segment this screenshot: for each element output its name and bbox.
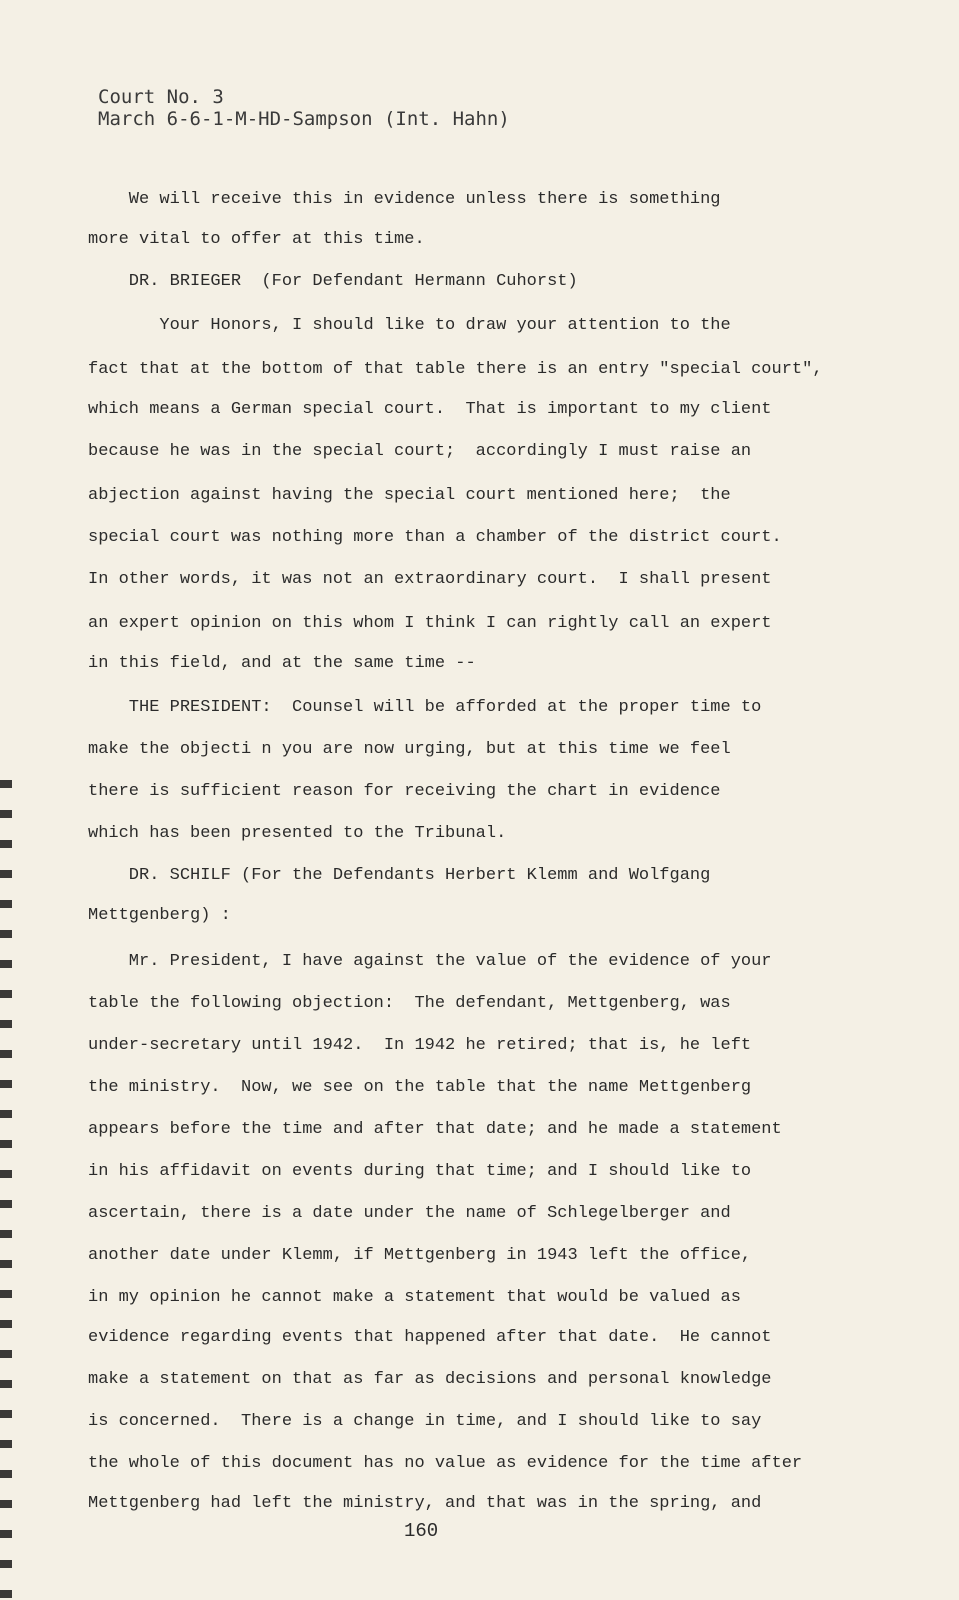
binding-edge bbox=[0, 780, 12, 1600]
transcript-line: the ministry. Now, we see on the table that the name Mettgenberg bbox=[88, 1078, 752, 1097]
transcript-line: table the following objection: The defendant, Mettgenberg, was bbox=[88, 994, 731, 1013]
document-header bbox=[98, 86, 510, 130]
transcript-line: We will receive this in evidence unless there is something bbox=[88, 190, 721, 209]
transcript-line: which means a German special court. That is important to my client bbox=[88, 400, 772, 419]
transcript-line: because he was in the special court; accordingly I must raise an bbox=[88, 442, 752, 461]
transcript-line: In other words, it was not an extraordinary court. I shall present bbox=[88, 570, 772, 589]
transcript-line: Your Honors, I should like to draw your attention to the bbox=[88, 316, 731, 335]
transcript-line: in his affidavit on events during that time; and I should like to bbox=[88, 1162, 752, 1181]
court-number: Court No. 3 bbox=[98, 86, 224, 108]
transcript-line: an expert opinion on this whom I think I can rightly call an expert bbox=[88, 614, 772, 633]
transcript-line: ascertain, there is a date under the name of Schlegelberger and bbox=[88, 1204, 731, 1223]
session-reference: March 6-6-1-M-HD-Sampson (Int. Hahn) bbox=[98, 108, 510, 130]
transcript-line: in my opinion he cannot make a statement that would be valued as bbox=[88, 1288, 741, 1307]
transcript-line: more vital to offer at this time. bbox=[88, 230, 425, 249]
transcript-line: Mettgenberg) : bbox=[88, 906, 231, 925]
transcript-line: make the objecti n you are now urging, but at this time we feel bbox=[88, 740, 731, 759]
transcript-line: Mr. President, I have against the value of the evidence of your bbox=[88, 952, 772, 971]
transcript-line: under-secretary until 1942. In 1942 he retired; that is, he left bbox=[88, 1036, 752, 1055]
transcript-line: abjection against having the special court mentioned here; the bbox=[88, 486, 731, 505]
transcript-line: another date under Klemm, if Mettgenberg in 1943 left the office, bbox=[88, 1246, 752, 1265]
transcript-line: there is sufficient reason for receiving the chart in evidence bbox=[88, 782, 721, 801]
transcript-line: special court was nothing more than a chamber of the district court. bbox=[88, 528, 782, 547]
transcript-line: DR. SCHILF (For the Defendants Herbert Klemm and Wolfgang bbox=[88, 866, 711, 885]
transcript-line: Mettgenberg had left the ministry, and that was in the spring, and bbox=[88, 1494, 762, 1513]
transcript-line: DR. BRIEGER (For Defendant Hermann Cuhorst) bbox=[88, 272, 578, 291]
transcript-line: is concerned. There is a change in time, and I should like to say bbox=[88, 1412, 762, 1431]
transcript-line: THE PRESIDENT: Counsel will be afforded at the proper time to bbox=[88, 698, 762, 717]
transcript-line: which has been presented to the Tribunal. bbox=[88, 824, 507, 843]
transcript-line: appears before the time and after that date; and he made a statement bbox=[88, 1120, 782, 1139]
transcript-line: the whole of this document has no value as evidence for the time after bbox=[88, 1454, 803, 1473]
transcript-line: fact that at the bottom of that table there is an entry "special court", bbox=[88, 360, 823, 379]
page-number: 160 bbox=[404, 1520, 439, 1542]
transcript-line: evidence regarding events that happened after that date. He cannot bbox=[88, 1328, 772, 1347]
transcript-line: in this field, and at the same time -- bbox=[88, 654, 476, 673]
transcript-line: make a statement on that as far as decisions and personal knowledge bbox=[88, 1370, 772, 1389]
